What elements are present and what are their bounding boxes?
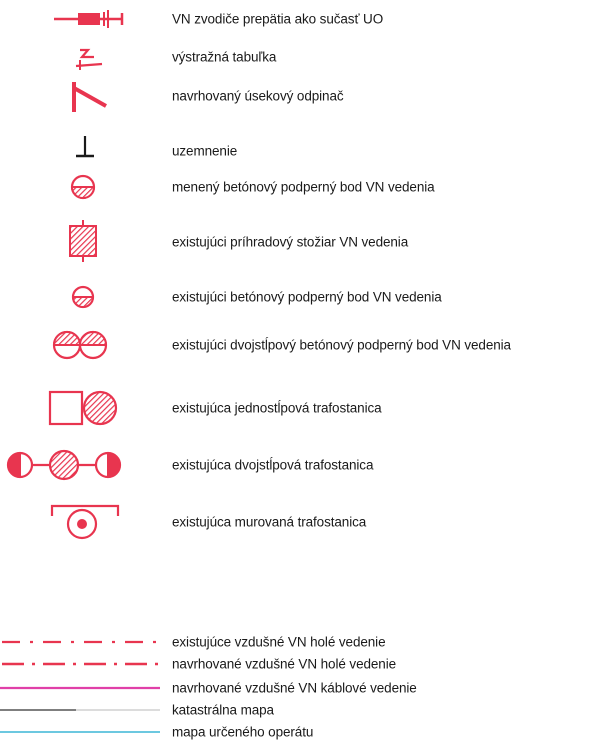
legend-label: existujúci betónový podperný bod VN vedenia — [172, 289, 442, 305]
legend-label: existujúce vzdušné VN holé vedenie — [172, 634, 386, 650]
legend-label: mapa určeného operátu — [172, 724, 314, 740]
legend-row-proposed-cable-line — [0, 678, 604, 698]
legend-row-warning-sign — [0, 42, 604, 72]
grounding-icon — [70, 134, 100, 168]
legend-row-surge-arrester — [0, 4, 604, 34]
legend-row-single-pole-substation — [0, 388, 604, 428]
legend-row-proposed-overhead-line — [0, 654, 604, 674]
surveyed-map-line — [0, 722, 165, 742]
legend-label: výstražná tabuľka — [172, 49, 277, 65]
legend-label: katastrálna mapa — [172, 702, 274, 718]
legend-row-section-switch — [0, 76, 604, 116]
legend-label: uzemnenie — [172, 143, 238, 159]
proposed-cable-line — [0, 678, 165, 698]
legend-label: existujúci dvojstĺpový betónový podperný bod VN vedenia — [172, 337, 511, 353]
double-pole-substation-icon — [2, 448, 132, 482]
masonry-substation-icon — [46, 502, 126, 544]
legend-row-double-concrete-pole — [0, 328, 604, 362]
legend-label: existujúca murovaná trafostanica — [172, 514, 367, 530]
single-pole-substation-icon — [46, 388, 126, 428]
legend-row-surveyed-map — [0, 722, 604, 742]
double-concrete-pole-icon — [52, 328, 112, 362]
legend-label: menený betónový podperný bod VN vedenia — [172, 179, 435, 195]
surge-arrester-icon — [52, 7, 132, 31]
legend-label: existujúci príhradový stožiar VN vedenia — [172, 234, 409, 250]
legend-label: VN zvodiče prepätia ako sučasť UO — [172, 11, 384, 27]
legend-row-lattice-tower — [0, 220, 604, 264]
legend-row-concrete-pole — [0, 282, 604, 312]
section-switch-icon — [66, 78, 116, 118]
legend-row-existing-overhead-line — [0, 632, 604, 652]
concrete-pole-icon — [68, 282, 98, 312]
legend-row-double-pole-substation — [0, 448, 604, 482]
legend-label: existujúca dvojstĺpová trafostanica — [172, 457, 374, 473]
legend-label: existujúca jednostĺpová trafostanica — [172, 400, 382, 416]
legend-row-masonry-substation — [0, 502, 604, 542]
changed-concrete-pole-icon — [68, 172, 98, 202]
legend-row-changed-concrete-pole — [0, 172, 604, 202]
legend-row-cadastral-map — [0, 700, 604, 720]
cadastral-map-line — [0, 700, 165, 720]
warning-sign-icon — [72, 44, 112, 72]
legend-label: navrhované vzdušné VN káblové vedenie — [172, 680, 417, 696]
legend-label: navrhované vzdušné VN holé vedenie — [172, 656, 397, 672]
existing-overhead-line — [0, 632, 165, 652]
legend-row-grounding — [0, 134, 604, 168]
proposed-overhead-line — [0, 654, 165, 674]
legend-label: navrhovaný úsekový odpinač — [172, 88, 344, 104]
lattice-tower-icon — [66, 220, 100, 264]
